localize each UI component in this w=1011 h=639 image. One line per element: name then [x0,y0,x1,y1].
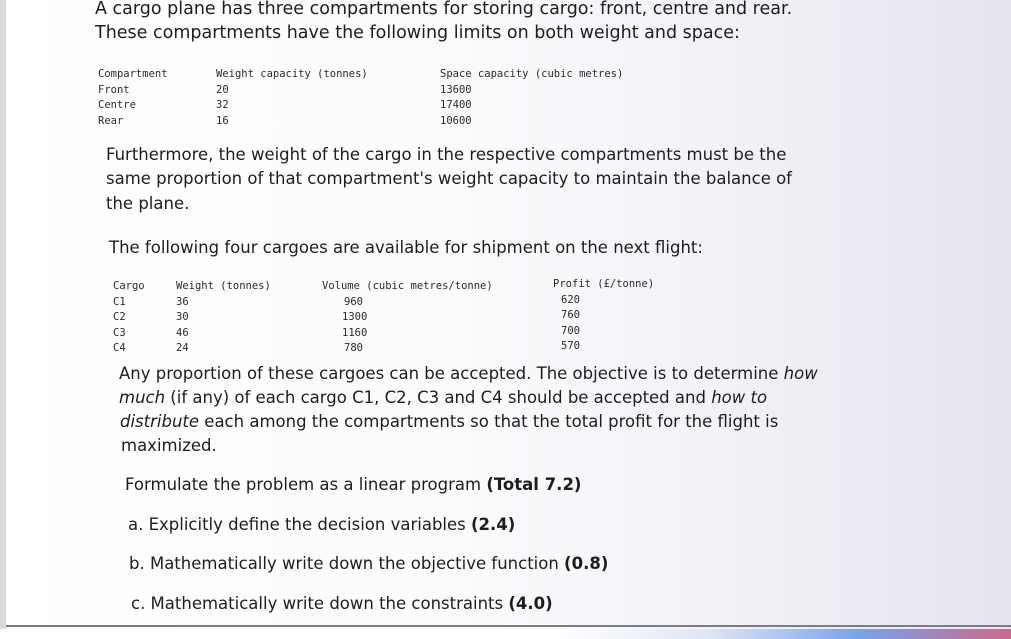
objective-line-1 [119,362,818,385]
left-edge [0,0,6,639]
balance-line-1: Furthermore, the weight of the cargo in the respective compartments must be the [106,145,787,164]
cargo-cell: C2 [113,311,126,323]
intro-line-2: These compartments have the following limits on both weight and space: [95,23,740,43]
screen-bottom-edge [0,629,1011,639]
formulate-task-text: Formulate the problem as a linear program [125,475,487,494]
task-c [131,592,553,615]
weight-capacity-header: Weight capacity (tonnes) [216,68,368,80]
cargo-weight-cell: 46 [176,326,189,339]
objective-line-3-text: each among the compartments so that the total profit for the flight is [199,412,779,431]
cargo-volume-cell: 960 [344,295,363,308]
cargo-weight-cell: 24 [176,342,189,354]
compartment-cell: Rear [98,114,124,127]
compartment-cell: Front [98,83,130,96]
objective-line-2 [119,386,767,409]
cargo-profit-cell: 570 [561,340,580,352]
cargo-volume-column [322,279,493,357]
objective-line-4: maximized. [121,436,217,455]
cargo-profit-cell: 700 [561,324,580,337]
task-b [129,552,608,575]
task-a [128,513,515,536]
compartment-header: Compartment [98,68,168,80]
cargo-volume-cell: 1300 [342,311,368,323]
task-a-marks: (2.4) [471,515,516,534]
objective-line-3 [120,410,778,433]
task-a-text: a. Explicitly define the decision variables [128,515,472,534]
cargoes-intro: The following four cargoes are available for shipment on the next flight: [109,238,703,257]
bottom-rule [6,625,1011,627]
cargo-header: Cargo [113,280,145,292]
task-c-marks: (4.0) [508,594,553,613]
objective-line-2-text: (if any) of each cargo C1, C2, C3 and C4 should be accepted and [165,388,712,407]
cargo-cell: C4 [113,342,126,354]
formulate-task [125,473,581,496]
cargo-volume-cell: 1160 [342,326,368,339]
cargo-weight-column [176,279,271,357]
task-b-text: b. Mathematically write down the objective function [129,554,565,573]
compartment-cell: Centre [98,99,136,111]
cargo-profit-header: Profit (£/tonne) [553,278,655,290]
weight-capacity-column [216,67,368,129]
space-capacity-cell: 13600 [440,83,472,96]
weight-capacity-cell: 20 [216,83,229,96]
balance-line-3: the plane. [106,194,190,213]
objective-line-3-emphasis: distribute [120,412,200,431]
cargo-cell: C1 [113,295,126,308]
cargo-weight-cell: 36 [176,295,189,308]
task-b-marks: (0.8) [564,554,609,573]
cargo-volume-header: Volume (cubic metres/tonne) [322,280,493,292]
cargo-profit-column [553,277,654,355]
cargo-profit-cell: 760 [561,309,580,321]
balance-line-2: same proportion of that compartment's weight capacity to maintain the balance of [106,169,792,188]
space-capacity-column [440,67,623,129]
objective-line-2-emphasis-a: much [119,388,166,407]
objective-line-2-emphasis-b: how to [711,388,768,407]
formulate-task-marks: (Total 7.2) [486,475,582,494]
cargo-profit-cell: 620 [561,293,580,306]
cargo-volume-cell: 780 [344,342,363,354]
weight-capacity-cell: 16 [216,114,229,127]
cargo-weight-header: Weight (tonnes) [176,280,271,292]
cargo-column [113,279,145,357]
space-capacity-cell: 10600 [440,114,472,127]
space-capacity-header: Space capacity (cubic metres) [440,68,624,80]
space-capacity-cell: 17400 [440,99,472,111]
objective-line-1-text: Any proportion of these cargoes can be accepted. The objective is to determine [119,364,784,383]
compartment-column [98,67,168,129]
cargo-weight-cell: 30 [176,311,189,323]
weight-capacity-cell: 32 [216,99,229,111]
objective-line-1-emphasis: how [783,364,818,383]
intro-line-1: A cargo plane has three compartments for storing cargo: front, centre and rear. [95,0,793,19]
cargo-cell: C3 [113,326,126,339]
task-c-text: c. Mathematically write down the constraints [131,594,509,613]
